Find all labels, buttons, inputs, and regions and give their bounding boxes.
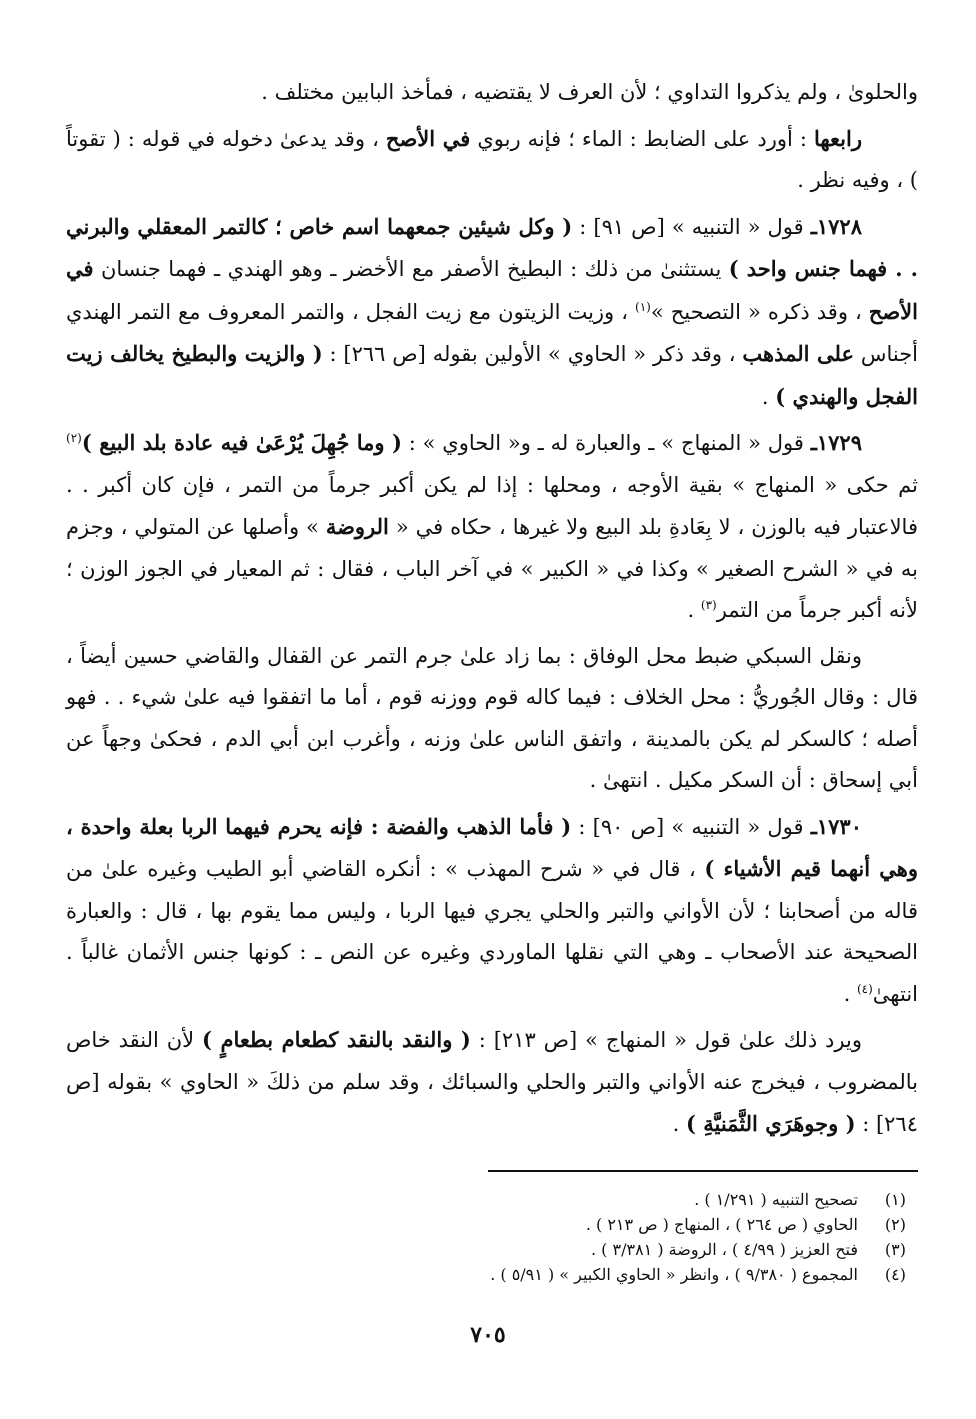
page-number: ٧٠٥ xyxy=(470,1322,506,1348)
text: » وأصلها عن المتولي ، وجزم به في « الشرح الصغير » وكذا في « الكبير » في آخر الباب ، فقال : ثم المعيار في الجوز الوزن ؛ لأنه أكبر جرماً من التمر xyxy=(66,515,918,622)
footnote-item xyxy=(66,1187,906,1212)
text: ونقل السبكي ضبط محل الوفاق : بما زاد علىٰ جرم التمر عن القفال والقاضي حسين أيضاً ، قال : وقال الجُوريُّ : محل الخلاف : فيما كاله قوم ووزنه قوم ، أما ما اتفقوا فيه علىٰ شيء . . فهو أصله ؛ كالسكر لم يكن بالمدينة ، واتفق الناس علىٰ وزنه ، وأغرب ابن أبي الدم ، فحكىٰ وجهاً عن أبي إسحاق : أن السكر مكيل . انتهىٰ . xyxy=(66,643,918,792)
text: . xyxy=(761,384,776,409)
footnote-item xyxy=(66,1212,906,1237)
text: لأن النقد خاص بالمضروب ، فيخرج عنه الأواني والتبر والحلي والسبائك ، وقد سلم من ذلكَ « الحاوي » بقوله [ص ٢٦٤] : xyxy=(66,1028,918,1136)
footnote-ref: (١) xyxy=(635,299,651,314)
paragraph-minhaj xyxy=(66,1019,918,1146)
emphasis: في الأصح xyxy=(385,125,471,151)
footnotes xyxy=(66,1187,906,1287)
footnote-text: الحاوي ( ص ٢٦٤ ) ، المنهاج ( ص ٢١٣ ) . xyxy=(585,1215,858,1234)
text: قول « المنهاج » ـ والعبارة له ـ و« الحاوي » : xyxy=(401,431,811,455)
entry-1730 xyxy=(66,806,918,1016)
paragraph-subki xyxy=(66,636,918,802)
footnote-item xyxy=(66,1262,906,1287)
entry-number: ١٧٢٩ـ xyxy=(810,430,862,455)
footnote-divider xyxy=(488,1170,918,1172)
text: ، قال في « شرح المهذب » : أنكره القاضي أبو الطيب وغيره علىٰ من قاله من أصحابنا ؛ لأن الأواني والتبر والحلي يجري فيها الربا ، وليس مما يقوم بها ، قال : والعبارة الصحيحة عند الأصحاب ـ وهي التي نقلها الماوردي وغيره عن النص ـ : كونها جنس الأثمان غالباً . انتهىٰ xyxy=(66,857,918,1006)
text: ثم حكى « المنهاج » بقية الأوجه ، ومحلها : إذا لم يكن أكبر جرماً من التمر ، فإن كان أكبر . . فالاعتبار فيه بالوزن ، لا بِعَادةِ بلد البيع ولا غيرها ، حكاه في « xyxy=(66,472,918,539)
emphasis: الروضة xyxy=(325,514,389,539)
text: . xyxy=(672,1112,686,1136)
footnote-text: المجموع ( ٩/٣٨٠ ) ، وانظر « الحاوي الكبير » ( ٥/٩١ ) . xyxy=(490,1265,858,1284)
footnote-ref: (٤) xyxy=(856,981,873,996)
text: يستثنىٰ من ذلك : البطيخ الأصفر مع الأخضر ـ وهو الهندي ـ فهما جنسان xyxy=(93,257,729,281)
heading-word: رابعها xyxy=(813,125,862,151)
text: ويرد ذلك علىٰ قول « المنهاج » [ص ٢١٣] : xyxy=(470,1028,862,1052)
text: : أورد على الضابط : الماء ؛ فإنه ربوي xyxy=(470,126,814,151)
footnote-number: (١) xyxy=(884,1190,906,1209)
quoted-text: ( والزيت والبطيخ يخالف زيت الفجل والهندي ) xyxy=(66,341,918,409)
footnote-text: فتح العزيز ( ٤/٩٩ ) ، الروضة ( ٣/٣٨١ ) . xyxy=(590,1240,858,1259)
quoted-text: ( فأما الذهب والفضة : فإنه يحرم فيهما الربا بعلة واحدة ، وهي أنهما قيم الأشياء ) xyxy=(66,813,918,881)
text: ، وقد ذكره « التصحيح » xyxy=(650,299,869,324)
footnote-text: تصحيح التنبيه ( ١/٢٩١ ) . xyxy=(694,1190,858,1209)
text: ، وقد يدعىٰ دخوله في قوله : ( تقوتاً ) ، وفيه نظر . xyxy=(66,126,918,192)
text: قول « التنبيه » [ص ٩١] : xyxy=(572,214,811,239)
footnote-number: (٣) xyxy=(884,1240,906,1259)
entry-number: ١٧٢٨ـ xyxy=(810,213,862,239)
text: . xyxy=(843,981,857,1006)
emphasis: على المذهب xyxy=(742,341,854,366)
text: والحلوىٰ ، ولم يذكروا التداوي ؛ لأن العرف لا يقتضيه ، فمأخذ البابين مختلف . xyxy=(261,80,918,104)
entry-number: ١٧٣٠ـ xyxy=(810,813,862,839)
footnote-item xyxy=(66,1237,906,1262)
text: ، وزيت الزيتون مع زيت الفجل ، والتمر المعروف مع التمر الهندي أجناس xyxy=(66,299,919,366)
entry-1728 xyxy=(66,206,918,419)
footnote-number: (٢) xyxy=(884,1215,906,1234)
paragraph-1 xyxy=(66,72,918,114)
paragraph-2 xyxy=(66,118,918,202)
emphasis: في الأصح xyxy=(66,256,918,324)
footnote-ref: (٢) xyxy=(66,431,82,445)
quoted-text: ( وما جُهِلَ يُرْعَىٰ فيه عادة بلد البيع ) xyxy=(81,430,402,455)
quoted-text: ( وجوهَرَي الثَّمَنيَّةِ ) xyxy=(686,1111,856,1136)
text: . xyxy=(687,598,701,622)
text: قول « التنبيه » [ص ٩٠] : xyxy=(571,814,811,839)
quoted-text: ( والنقد بالنقد كطعام بطعامٍ ) xyxy=(202,1027,471,1052)
entry-1729 xyxy=(66,422,918,632)
quoted-text: ( وكل شيئين جمعهما اسم خاص ؛ كالتمر المعقلي والبرني . . فهما جنس واحد ) xyxy=(66,213,918,281)
footnote-number: (٤) xyxy=(884,1265,906,1284)
text: ، وقد ذكر « الحاوي » الأولين بقوله [ص ٢٦٦] : xyxy=(322,342,743,366)
footnote-ref: (٣) xyxy=(700,598,717,612)
